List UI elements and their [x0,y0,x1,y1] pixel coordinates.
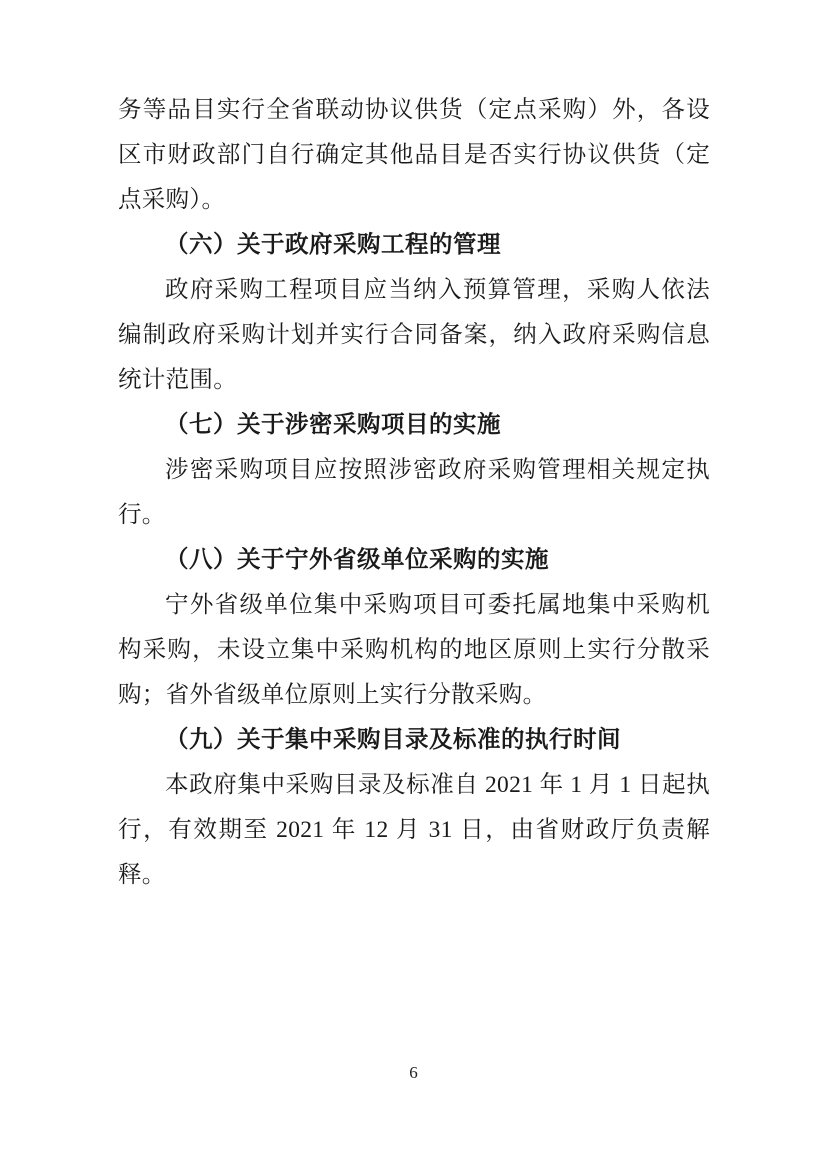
paragraph-continuation: 务等品目实行全省联动协议供货（定点采购）外，各设区市财政部门自行确定其他品目是否实行协议供货（定点采购）。 [118,97,710,213]
section-heading-seven: （七）关于涉密采购项目的实施 [165,412,501,438]
section-heading-nine: （九）关于集中采购目录及标准的执行时间 [165,727,621,753]
section-body-nine: 本政府集中采购目录及标准自 2021 年 1 月 1 日起执行，有效期至 2021 年 12 月 31 日，由省财政厅负责解释。 [118,772,710,888]
page-number: 6 [409,1063,418,1082]
section-body-seven: 涉密采购项目应按照涉密政府采购管理相关规定执行。 [118,457,710,528]
section-heading-eight: （八）关于宁外省级单位采购的实施 [165,547,549,573]
page-content [118,88,710,898]
section-body-eight: 宁外省级单位集中采购项目可委托属地集中采购机构采购，未设立集中采购机构的地区原则上实行分散采购；省外省级单位原则上实行分散采购。 [118,592,710,708]
section-body-six: 政府采购工程项目应当纳入预算管理，采购人依法编制政府采购计划并实行合同备案，纳入政府采购信息统计范围。 [118,277,710,393]
section-heading-six: （六）关于政府采购工程的管理 [165,232,501,258]
